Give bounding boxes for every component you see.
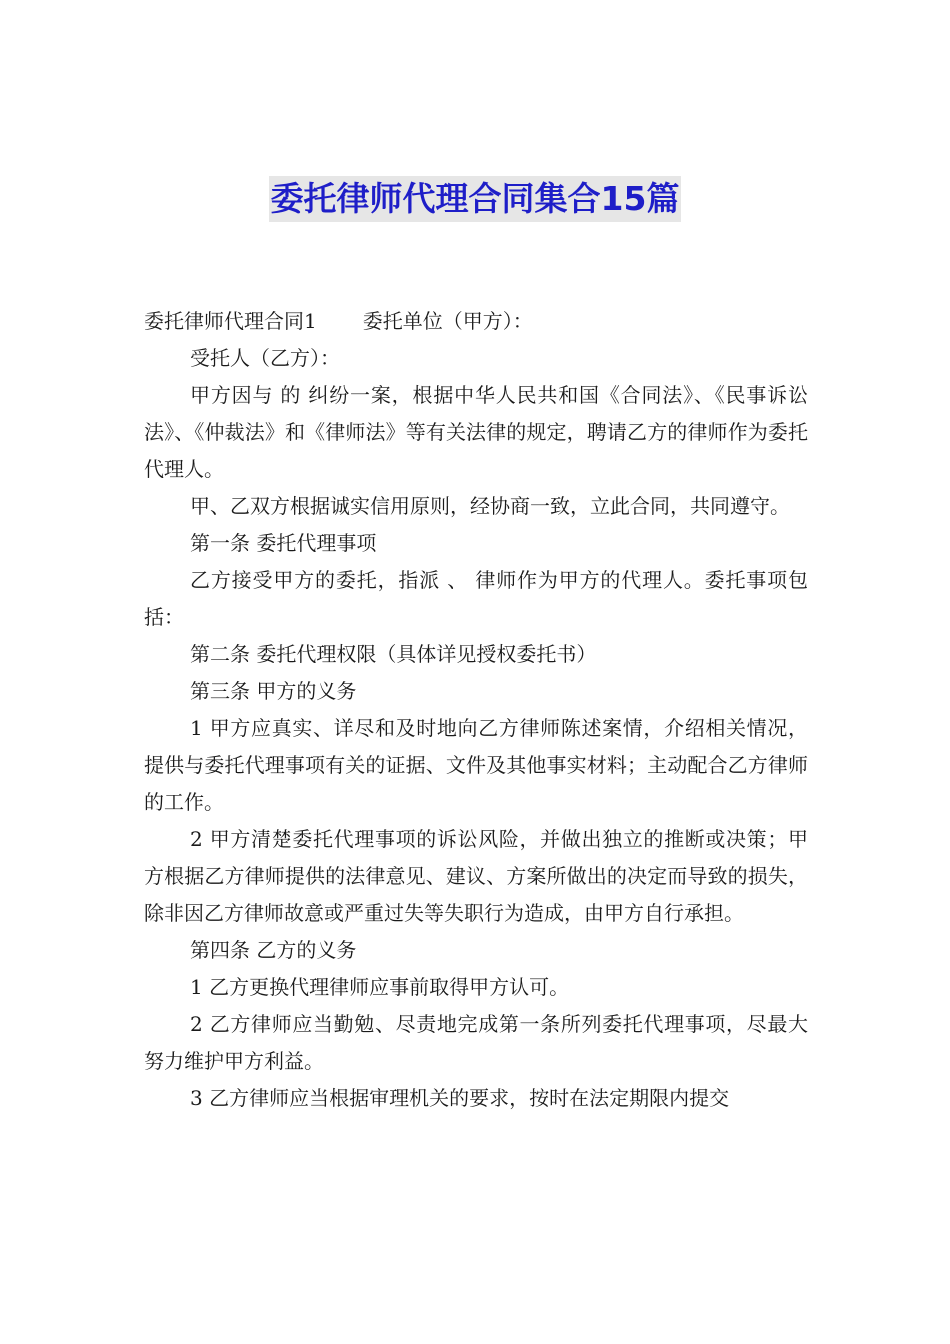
paragraph: 3 乙方律师应当根据审理机关的要求，按时在法定期限内提交 bbox=[190, 1086, 730, 1110]
document-body bbox=[144, 303, 808, 1117]
article-heading: 第四条 乙方的义务 bbox=[190, 938, 357, 962]
paragraph: 甲方因与 的 纠纷一案，根据中华人民共和国《合同法》、《民事诉讼法》、《仲裁法》和《律师法》等有关法律的规定，聘请乙方的律师作为委托代理人。 bbox=[144, 383, 808, 481]
paragraph: 乙方接受甲方的委托，指派 、 律师作为甲方的代理人。委托事项包括： bbox=[144, 568, 808, 629]
principal-label: 委托单位（甲方）： bbox=[362, 309, 533, 333]
article-heading: 第一条 委托代理事项 bbox=[190, 531, 377, 555]
paragraph: 2 甲方清楚委托代理事项的诉讼风险，并做出独立的推断或决策；甲方根据乙方律师提供的法律意见、建议、方案所做出的决定而导致的损失，除非因乙方律师故意或严重过失等失职行为造成，由甲方自行承担。 bbox=[144, 827, 808, 925]
paragraph: 甲、乙双方根据诚实信用原则，经协商一致，立此合同，共同遵守。 bbox=[190, 494, 790, 518]
paragraph: 1 甲方应真实、详尽和及时地向乙方律师陈述案情，介绍相关情况，提供与委托代理事项有关的证据、文件及其他事实材料；主动配合乙方律师的工作。 bbox=[144, 716, 808, 814]
paragraph: 受托人（乙方）： bbox=[190, 346, 340, 370]
paragraph: 1 乙方更换代理律师应事前取得甲方认可。 bbox=[190, 975, 570, 999]
paragraph: 2 乙方律师应当勤勉、尽责地完成第一条所列委托代理事项，尽最大努力维护甲方利益。 bbox=[144, 1012, 808, 1073]
article-heading: 第二条 委托代理权限（具体详见授权委托书） bbox=[190, 642, 597, 666]
paragraph-heading-line bbox=[144, 303, 808, 340]
document-title: 委托律师代理合同集合15篇 bbox=[269, 176, 682, 222]
title-container bbox=[0, 176, 950, 222]
article-heading: 第三条 甲方的义务 bbox=[190, 679, 357, 703]
contract-number-label: 委托律师代理合同1 bbox=[144, 309, 317, 333]
